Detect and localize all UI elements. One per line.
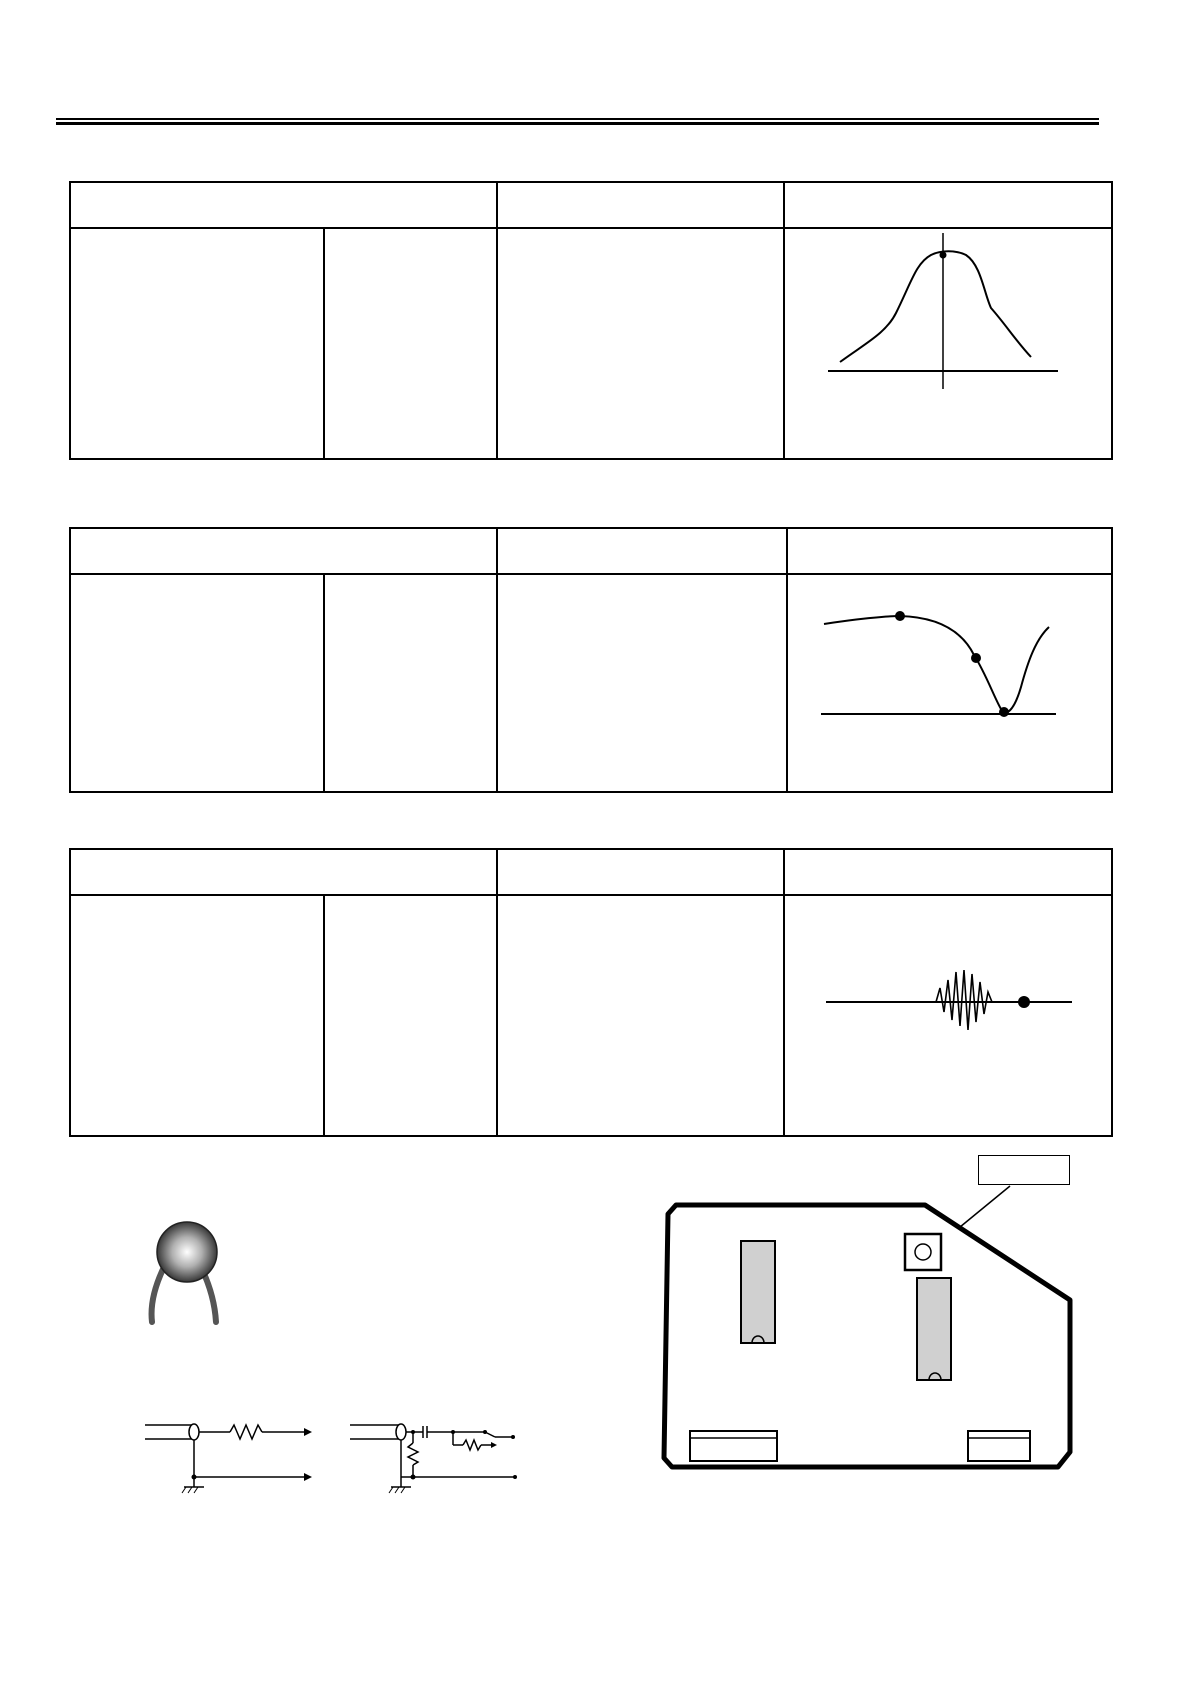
- waveform-curve: [840, 251, 1031, 362]
- adjustment-trimmer-screw: [915, 1244, 931, 1260]
- table-header-divider: [71, 894, 1111, 896]
- connector-right: [968, 1431, 1030, 1461]
- pcb-board: [650, 1180, 1090, 1480]
- column-divider: [496, 183, 498, 458]
- peak-waveform: [816, 233, 1086, 403]
- pcb-outline: [664, 1205, 1070, 1467]
- waveform-curve: [824, 616, 1049, 712]
- burst-waveform: [816, 950, 1106, 1070]
- table-header-divider: [71, 573, 1111, 575]
- column-divider: [783, 183, 785, 458]
- dip-waveform: [816, 579, 1096, 749]
- waveform-peak-point: [940, 252, 947, 259]
- column-divider: [496, 850, 498, 1135]
- circuit-diagram-right: [345, 1415, 525, 1495]
- subcolumn-divider: [323, 896, 325, 1135]
- adjustment-table-3: [69, 848, 1113, 1137]
- column-divider: [783, 850, 785, 1135]
- connector-left: [690, 1431, 777, 1461]
- header-rule-thin: [56, 118, 1099, 120]
- ic-chip-right: [917, 1278, 951, 1380]
- adjustment-table-1: [69, 181, 1113, 460]
- waveform-burst: [936, 970, 992, 1030]
- subcolumn-divider: [323, 229, 325, 458]
- waveform-point-slope: [971, 653, 981, 663]
- waveform-point-bottom: [999, 707, 1009, 717]
- circuit-diagram-left: [140, 1415, 320, 1495]
- table-header-divider: [71, 227, 1111, 229]
- probe-icon: [140, 1220, 230, 1330]
- header-rule-thick: [56, 122, 1099, 125]
- subcolumn-divider: [323, 575, 325, 791]
- column-divider: [496, 529, 498, 791]
- column-divider: [786, 529, 788, 791]
- waveform-marker-point: [1018, 996, 1030, 1008]
- waveform-point-top: [895, 611, 905, 621]
- adjustment-table-2: [69, 527, 1113, 793]
- ic-chip-left: [741, 1241, 775, 1343]
